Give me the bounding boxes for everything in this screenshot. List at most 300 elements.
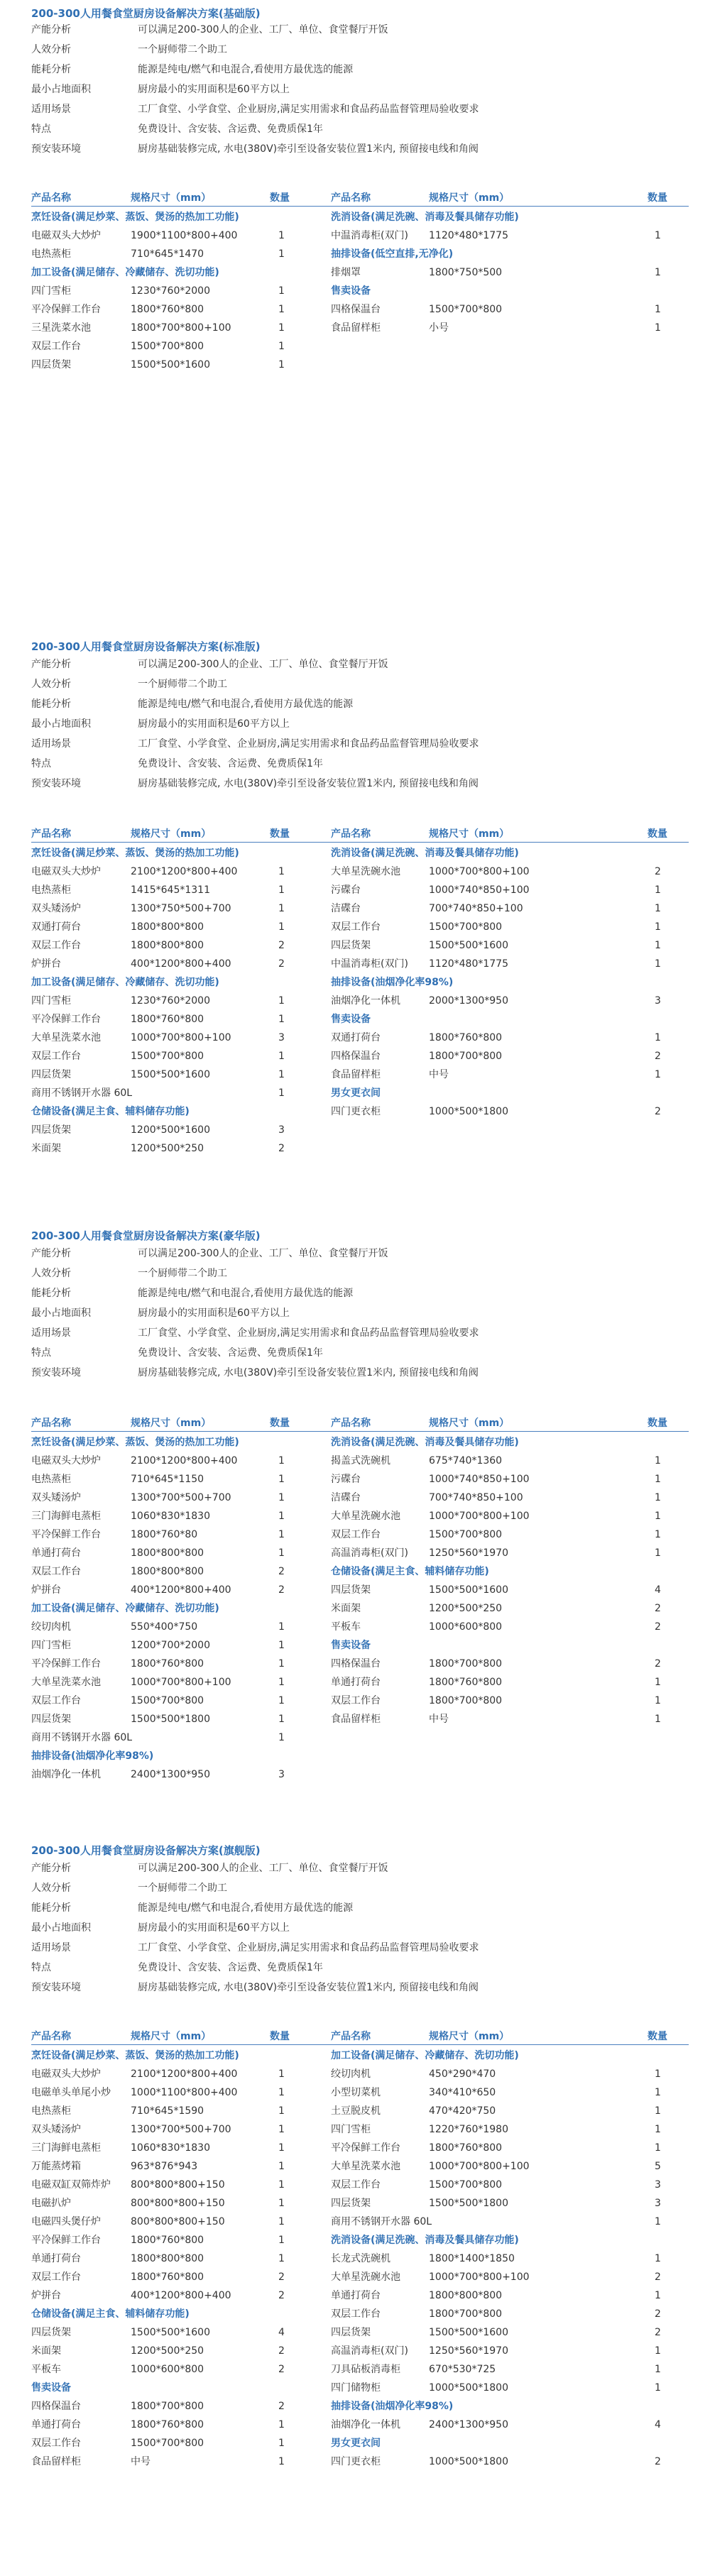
info-row [31, 20, 684, 40]
info-row [31, 1323, 684, 1343]
item-qty: 1 [655, 1455, 661, 1467]
item-qty: 2 [655, 1621, 661, 1633]
item-name: 长龙式洗碗机 [331, 2253, 390, 2264]
item-qty: 1 [655, 267, 661, 278]
item-spec: 1250*560*1970 [429, 1547, 508, 1559]
item-spec: 1300*750*500+700 [131, 903, 231, 914]
item-qty: 5 [655, 2161, 661, 2172]
item-qty: 2 [655, 866, 661, 877]
category-heading: 加工设备(满足储存、冷藏储存、洗切功能) [31, 1603, 219, 1614]
info-value: 能源是纯电/燃气和电混合,看使用方最优选的能源 [138, 64, 354, 75]
info-value: 可以满足200-300人的企业、工厂、单位、食堂餐厅开饭 [138, 659, 388, 670]
info-value: 厨房基础装修完成, 水电(380V)牵引至设备安装位置1米内, 预留接电线和角阀 [138, 1982, 479, 1993]
item-name: 双层工作台 [31, 2438, 81, 2449]
item-qty: 1 [278, 359, 285, 371]
item-name: 四层货架 [31, 1124, 71, 1136]
info-key: 能耗分析 [31, 1902, 71, 1914]
item-qty: 2 [655, 1051, 661, 1062]
info-row [31, 694, 684, 714]
item-name: 炉拼台 [31, 958, 61, 970]
item-spec: 中号 [429, 1069, 449, 1080]
item-name: 炉拼台 [31, 2290, 61, 2301]
item-spec: 1200*500*1600 [131, 1124, 210, 1136]
item-spec: 1900*1100*800+400 [131, 230, 238, 241]
item-name: 电磁四头煲仔炉 [31, 2216, 101, 2227]
info-key: 产能分析 [31, 1863, 71, 1874]
item-name: 油烟净化一体机 [331, 995, 400, 1007]
info-key: 最小占地面积 [31, 84, 91, 95]
section-title: 200-300人用餐食堂厨房设备解决方案(豪华版) [31, 1229, 261, 1242]
item-name: 双层工作台 [331, 1529, 381, 1540]
item-name: 食品留样柜 [331, 1714, 381, 1725]
info-key: 预安装环境 [31, 778, 81, 789]
info-key: 最小占地面积 [31, 718, 91, 730]
item-spec: 800*800*800+150 [131, 2198, 225, 2209]
item-spec: 1060*830*1830 [131, 2142, 210, 2154]
item-qty: 1 [655, 1695, 661, 1706]
item-qty: 1 [655, 230, 661, 241]
item-name: 米面架 [331, 1603, 361, 1614]
category-heading: 烹饪设备(满足炒菜、蒸饭、煲汤的热加工功能) [31, 1437, 239, 1448]
item-name: 四层货架 [31, 1714, 71, 1725]
item-name: 大单星洗菜水池 [331, 2161, 400, 2172]
item-qty: 1 [278, 866, 285, 877]
item-name: 四层货架 [331, 2198, 371, 2209]
item-name: 高温消毒柜(双门) [331, 2345, 408, 2357]
item-qty: 1 [278, 1474, 285, 1485]
header-spec: 规格尺寸（mm） [429, 192, 510, 204]
info-row [31, 654, 684, 674]
info-key: 最小占地面积 [31, 1922, 91, 1934]
item-qty: 1 [278, 1051, 285, 1062]
category-heading: 抽排设备(油烟净化率98%) [331, 977, 454, 988]
info-row [31, 1264, 684, 1283]
item-qty: 3 [655, 2179, 661, 2191]
item-name: 电磁双头大炒炉 [31, 1455, 101, 1467]
item-name: 四层货架 [331, 2327, 371, 2338]
item-name: 四格保温台 [331, 1051, 381, 1062]
info-row [31, 754, 684, 774]
item-name: 双层工作台 [331, 2308, 381, 2320]
item-spec: 中号 [429, 1714, 449, 1725]
header-qty: 数量 [648, 828, 667, 840]
category-heading: 男女更衣间 [331, 1087, 381, 1099]
item-name: 平板车 [331, 1621, 361, 1633]
item-qty: 1 [278, 2105, 285, 2117]
category-heading: 烹饪设备(满足炒菜、蒸饭、煲汤的热加工功能) [31, 2050, 239, 2061]
item-spec: 小号 [429, 322, 449, 334]
item-qty: 1 [655, 304, 661, 315]
section-title: 200-300人用餐食堂厨房设备解决方案(旗舰版) [31, 1844, 261, 1857]
info-row [31, 1918, 684, 1938]
item-qty: 2 [278, 2345, 285, 2357]
section-title: 200-300人用餐食堂厨房设备解决方案(标准版) [31, 640, 261, 653]
item-qty: 1 [278, 2198, 285, 2209]
item-qty: 1 [278, 1087, 285, 1099]
item-qty: 1 [655, 940, 661, 951]
item-spec: 1800*800*800 [131, 940, 204, 951]
item-spec: 1800*800*800 [429, 2290, 503, 2301]
item-spec: 1000*700*800+100 [429, 1511, 530, 1522]
info-key: 人效分析 [31, 1268, 71, 1279]
item-qty: 1 [655, 2253, 661, 2264]
info-value: 免费设计、含安装、含运费、免费质保1年 [138, 124, 323, 135]
item-spec: 1800*800*800 [131, 921, 204, 933]
item-name: 双层工作台 [31, 1051, 81, 1062]
item-qty: 1 [278, 884, 285, 896]
item-name: 中温消毒柜(双门) [331, 230, 408, 241]
item-qty: 2 [278, 2290, 285, 2301]
item-qty: 4 [655, 1584, 661, 1596]
info-row [31, 774, 684, 794]
item-spec: 1000*700*800+100 [429, 866, 530, 877]
item-qty: 2 [655, 2327, 661, 2338]
info-row [31, 674, 684, 694]
item-qty: 1 [278, 2068, 285, 2080]
item-qty: 1 [278, 1640, 285, 1651]
item-qty: 1 [278, 2235, 285, 2246]
item-name: 油烟净化一体机 [31, 1769, 101, 1780]
item-qty: 1 [655, 2142, 661, 2154]
item-qty: 2 [655, 1106, 661, 1117]
header-rule [31, 206, 689, 207]
info-row [31, 1958, 684, 1978]
info-row [31, 60, 684, 80]
item-spec: 1800*760*800 [429, 1677, 503, 1688]
info-key: 能耗分析 [31, 698, 71, 710]
item-qty: 3 [655, 2198, 661, 2209]
category-heading: 加工设备(满足储存、冷藏储存、洗切功能) [31, 977, 219, 988]
item-name: 商用不锈钢开水器 60L [331, 2216, 432, 2227]
item-name: 四门雪柜 [31, 285, 71, 297]
item-spec: 1800*700*800 [429, 2308, 503, 2320]
item-spec: 1800*800*800 [131, 1566, 204, 1577]
item-spec: 2100*1200*800+400 [131, 866, 238, 877]
item-qty: 1 [278, 2253, 285, 2264]
item-qty: 1 [278, 1714, 285, 1725]
item-name: 四层货架 [31, 359, 71, 371]
item-qty: 1 [278, 230, 285, 241]
item-qty: 1 [655, 2124, 661, 2135]
item-spec: 1120*480*1775 [429, 958, 508, 970]
header-rule [31, 1431, 689, 1432]
header-qty: 数量 [648, 192, 667, 204]
item-qty: 4 [655, 2419, 661, 2430]
item-qty: 1 [655, 884, 661, 896]
section-title: 200-300人用餐食堂厨房设备解决方案(基础版) [31, 7, 261, 20]
item-name: 双层工作台 [331, 2179, 381, 2191]
item-qty: 1 [655, 2105, 661, 2117]
header-name: 产品名称 [31, 1418, 71, 1429]
item-spec: 1800*760*800 [131, 304, 204, 315]
category-heading: 售卖设备 [31, 2382, 71, 2394]
item-spec: 1800*750*500 [429, 267, 503, 278]
item-name: 四层货架 [31, 1069, 71, 1080]
item-name: 污碟台 [331, 1474, 361, 1485]
item-name: 油烟净化一体机 [331, 2419, 400, 2430]
item-spec: 1500*700*800 [131, 1051, 204, 1062]
item-qty: 1 [278, 2142, 285, 2154]
item-spec: 1000*700*800+100 [131, 1032, 231, 1043]
item-name: 食品留样柜 [31, 2456, 81, 2467]
item-spec: 1800*760*800 [131, 1014, 204, 1025]
item-spec: 1300*700*500+700 [131, 1492, 231, 1503]
header-name: 产品名称 [331, 192, 371, 204]
info-value: 可以满足200-300人的企业、工厂、单位、食堂餐厅开饭 [138, 1863, 388, 1874]
item-spec: 710*645*1590 [131, 2105, 204, 2117]
info-row [31, 119, 684, 139]
item-qty: 2 [278, 1584, 285, 1596]
info-list [31, 654, 684, 794]
item-spec: 400*1200*800+400 [131, 2290, 231, 2301]
item-spec: 700*740*850+100 [429, 903, 523, 914]
item-name: 双层工作台 [31, 1695, 81, 1706]
item-name: 四层货架 [331, 1584, 371, 1596]
item-name: 四格保温台 [31, 2401, 81, 2412]
category-heading: 洗消设备(满足洗碗、消毒及餐具储存功能) [331, 212, 519, 223]
item-spec: 1200*700*2000 [131, 1640, 210, 1651]
item-qty: 2 [655, 2308, 661, 2320]
item-qty: 1 [278, 1621, 285, 1633]
item-name: 平冷保鲜工作台 [31, 1658, 101, 1670]
item-qty: 1 [655, 2216, 661, 2227]
category-heading: 抽排设备(低空直排,无净化) [331, 248, 454, 260]
item-qty: 1 [278, 248, 285, 260]
item-spec: 1800*700*800 [429, 1658, 503, 1670]
item-name: 单通打荷台 [331, 1677, 381, 1688]
item-name: 双头矮汤炉 [31, 903, 81, 914]
item-name: 电磁双缸双筛炸炉 [31, 2179, 111, 2191]
item-qty: 2 [655, 1658, 661, 1670]
item-qty: 1 [278, 1014, 285, 1025]
item-spec: 1500*500*1800 [131, 1714, 210, 1725]
item-spec: 1500*500*1600 [429, 940, 508, 951]
item-name: 高温消毒柜(双门) [331, 1547, 408, 1559]
item-spec: 340*410*650 [429, 2087, 496, 2098]
item-spec: 400*1200*800+400 [131, 1584, 231, 1596]
item-name: 大单星洗菜水池 [31, 1677, 101, 1688]
info-value: 免费设计、含安装、含运费、免费质保1年 [138, 1347, 323, 1359]
item-spec: 1415*645*1311 [131, 884, 210, 896]
info-key: 适用场景 [31, 738, 71, 750]
info-row [31, 139, 684, 159]
header-spec: 规格尺寸（mm） [131, 2031, 212, 2042]
item-name: 洁碟台 [331, 1492, 361, 1503]
item-name: 电磁扒炉 [31, 2198, 71, 2209]
item-qty: 1 [278, 1511, 285, 1522]
item-name: 三门海鲜电蒸柜 [31, 1511, 101, 1522]
item-name: 平冷保鲜工作台 [31, 1529, 101, 1540]
item-spec: 1500*700*800 [131, 341, 204, 352]
item-name: 四门雪柜 [331, 2124, 371, 2135]
item-qty: 1 [278, 2216, 285, 2227]
header-name: 产品名称 [31, 192, 71, 204]
item-spec: 1500*500*1600 [429, 1584, 508, 1596]
item-qty: 1 [278, 285, 285, 297]
item-qty: 1 [278, 2456, 285, 2467]
item-spec: 675*740*1360 [429, 1455, 503, 1467]
item-name: 四门更衣柜 [331, 2456, 381, 2467]
item-qty: 1 [278, 1069, 285, 1080]
item-name: 四门雪柜 [31, 995, 71, 1007]
info-value: 可以满足200-300人的企业、工厂、单位、食堂餐厅开饭 [138, 24, 388, 35]
item-name: 平板车 [31, 2364, 61, 2375]
info-value: 一个厨师带二个助工 [138, 1268, 227, 1279]
item-qty: 1 [278, 1492, 285, 1503]
item-qty: 1 [655, 2068, 661, 2080]
item-spec: 1220*760*1980 [429, 2124, 508, 2135]
item-spec: 1500*700*800 [429, 304, 503, 315]
info-key: 特点 [31, 1347, 51, 1359]
item-qty: 3 [655, 995, 661, 1007]
info-row [31, 1878, 684, 1898]
item-name: 三门海鲜电蒸柜 [31, 2142, 101, 2154]
item-spec: 1800*700*800 [429, 1051, 503, 1062]
item-qty: 1 [278, 1547, 285, 1559]
item-qty: 1 [655, 903, 661, 914]
item-name: 大单星洗碗水池 [331, 2271, 400, 2283]
info-value: 厨房最小的实用面积是60平方以上 [138, 1308, 290, 1319]
category-heading: 洗消设备(满足洗碗、消毒及餐具储存功能) [331, 2235, 519, 2246]
item-qty: 1 [278, 2438, 285, 2449]
category-heading: 加工设备(满足储存、冷藏储存、洗切功能) [331, 2050, 519, 2061]
item-qty: 1 [278, 1732, 285, 1743]
item-qty: 2 [278, 2271, 285, 2283]
item-name: 四门更衣柜 [331, 1106, 381, 1117]
item-name: 电磁单头单尾小炒 [31, 2087, 111, 2098]
info-value: 一个厨师带二个助工 [138, 1882, 227, 1894]
info-key: 人效分析 [31, 1882, 71, 1894]
item-qty: 1 [278, 322, 285, 334]
item-name: 平冷保鲜工作台 [331, 2142, 400, 2154]
category-heading: 仓储设备(满足主食、辅料储存功能) [31, 1106, 190, 1117]
category-heading: 售卖设备 [331, 1014, 371, 1025]
item-spec: 1200*500*250 [429, 1603, 503, 1614]
info-key: 预安装环境 [31, 143, 81, 155]
item-spec: 1500*700*800 [429, 1529, 503, 1540]
item-spec: 1800*700*800+100 [131, 322, 231, 334]
item-spec: 1200*500*250 [131, 2345, 204, 2357]
item-spec: 1000*740*850+100 [429, 884, 530, 896]
item-qty: 4 [278, 2327, 285, 2338]
item-spec: 1800*760*800 [429, 2142, 503, 2154]
item-spec: 1000*700*800+100 [429, 2271, 530, 2283]
item-name: 平冷保鲜工作台 [31, 2235, 101, 2246]
item-spec: 2400*1300*950 [131, 1769, 210, 1780]
item-spec: 1000*500*1800 [429, 2382, 508, 2394]
header-rule [31, 2044, 689, 2045]
item-name: 三星洗菜水池 [31, 322, 91, 334]
item-name: 双通打荷台 [31, 921, 81, 933]
info-value: 厨房基础装修完成, 水电(380V)牵引至设备安装位置1米内, 预留接电线和角阀 [138, 143, 479, 155]
item-spec: 1500*500*1600 [429, 2327, 508, 2338]
header-name: 产品名称 [31, 828, 71, 840]
item-spec: 1120*480*1775 [429, 230, 508, 241]
info-row [31, 1343, 684, 1363]
item-spec: 1800*760*800 [429, 1032, 503, 1043]
header-qty: 数量 [270, 828, 290, 840]
category-heading: 售卖设备 [331, 285, 371, 297]
item-spec: 1500*700*800 [429, 921, 503, 933]
item-spec: 470*420*750 [429, 2105, 496, 2117]
info-value: 可以满足200-300人的企业、工厂、单位、食堂餐厅开饭 [138, 1248, 388, 1259]
item-name: 洁碟台 [331, 903, 361, 914]
item-qty: 1 [655, 2345, 661, 2357]
item-spec: 1000*700*800+100 [429, 2161, 530, 2172]
info-key: 特点 [31, 124, 51, 135]
item-qty: 2 [655, 2456, 661, 2467]
item-qty: 2 [278, 2364, 285, 2375]
info-value: 厨房基础装修完成, 水电(380V)牵引至设备安装位置1米内, 预留接电线和角阀 [138, 1367, 479, 1379]
item-name: 双通打荷台 [331, 1032, 381, 1043]
item-name: 平冷保鲜工作台 [31, 304, 101, 315]
item-spec: 1000*1100*800+400 [131, 2087, 238, 2098]
header-name: 产品名称 [331, 828, 371, 840]
item-qty: 1 [655, 1677, 661, 1688]
item-qty: 2 [278, 2401, 285, 2412]
header-qty: 数量 [270, 192, 290, 204]
item-qty: 1 [655, 2290, 661, 2301]
info-key: 人效分析 [31, 44, 71, 55]
item-name: 揭盖式洗碗机 [331, 1455, 390, 1467]
item-qty: 1 [655, 2364, 661, 2375]
item-name: 四格保温台 [331, 1658, 381, 1670]
info-key: 适用场景 [31, 1327, 71, 1339]
info-row [31, 734, 684, 754]
item-qty: 1 [278, 921, 285, 933]
item-qty: 1 [278, 2161, 285, 2172]
item-name: 双层工作台 [331, 921, 381, 933]
info-value: 厨房最小的实用面积是60平方以上 [138, 84, 290, 95]
item-name: 四层货架 [331, 940, 371, 951]
item-name: 土豆脱皮机 [331, 2105, 381, 2117]
item-spec: 1500*500*1800 [429, 2198, 508, 2209]
item-name: 双层工作台 [31, 341, 81, 352]
info-value: 能源是纯电/燃气和电混合,看使用方最优选的能源 [138, 1288, 354, 1299]
item-spec: 1500*500*1600 [131, 2327, 210, 2338]
item-name: 炉拼台 [31, 1584, 61, 1596]
item-name: 四层货架 [31, 2327, 71, 2338]
header-name: 产品名称 [331, 1418, 371, 1429]
item-spec: 1800*1400*1850 [429, 2253, 515, 2264]
info-value: 工厂食堂、小学食堂、企业厨房,满足实用需求和食品药品监督管理局验收要求 [138, 738, 479, 750]
item-name: 中温消毒柜(双门) [331, 958, 408, 970]
item-name: 双层工作台 [31, 1566, 81, 1577]
info-key: 能耗分析 [31, 64, 71, 75]
item-spec: 550*400*750 [131, 1621, 198, 1633]
item-spec: 1000*600*800 [131, 2364, 204, 2375]
info-row [31, 1363, 684, 1383]
info-key: 产能分析 [31, 1248, 71, 1259]
item-name: 大单星洗菜水池 [31, 1032, 101, 1043]
item-qty: 1 [278, 903, 285, 914]
info-value: 一个厨师带二个助工 [138, 44, 227, 55]
info-key: 适用场景 [31, 104, 71, 115]
item-spec: 1060*830*1830 [131, 1511, 210, 1522]
header-spec: 规格尺寸（mm） [429, 1418, 510, 1429]
category-heading: 烹饪设备(满足炒菜、蒸饭、煲汤的热加工功能) [31, 848, 239, 859]
item-spec: 963*876*943 [131, 2161, 198, 2172]
info-row [31, 1283, 684, 1303]
info-key: 能耗分析 [31, 1288, 71, 1299]
info-value: 工厂食堂、小学食堂、企业厨房,满足实用需求和食品药品监督管理局验收要求 [138, 1327, 479, 1339]
item-spec: 1300*700*500+700 [131, 2124, 231, 2135]
item-qty: 1 [278, 1529, 285, 1540]
item-qty: 1 [655, 958, 661, 970]
item-name: 绞切肉机 [31, 1621, 71, 1633]
header-qty: 数量 [648, 1418, 667, 1429]
item-spec: 1250*560*1970 [429, 2345, 508, 2357]
